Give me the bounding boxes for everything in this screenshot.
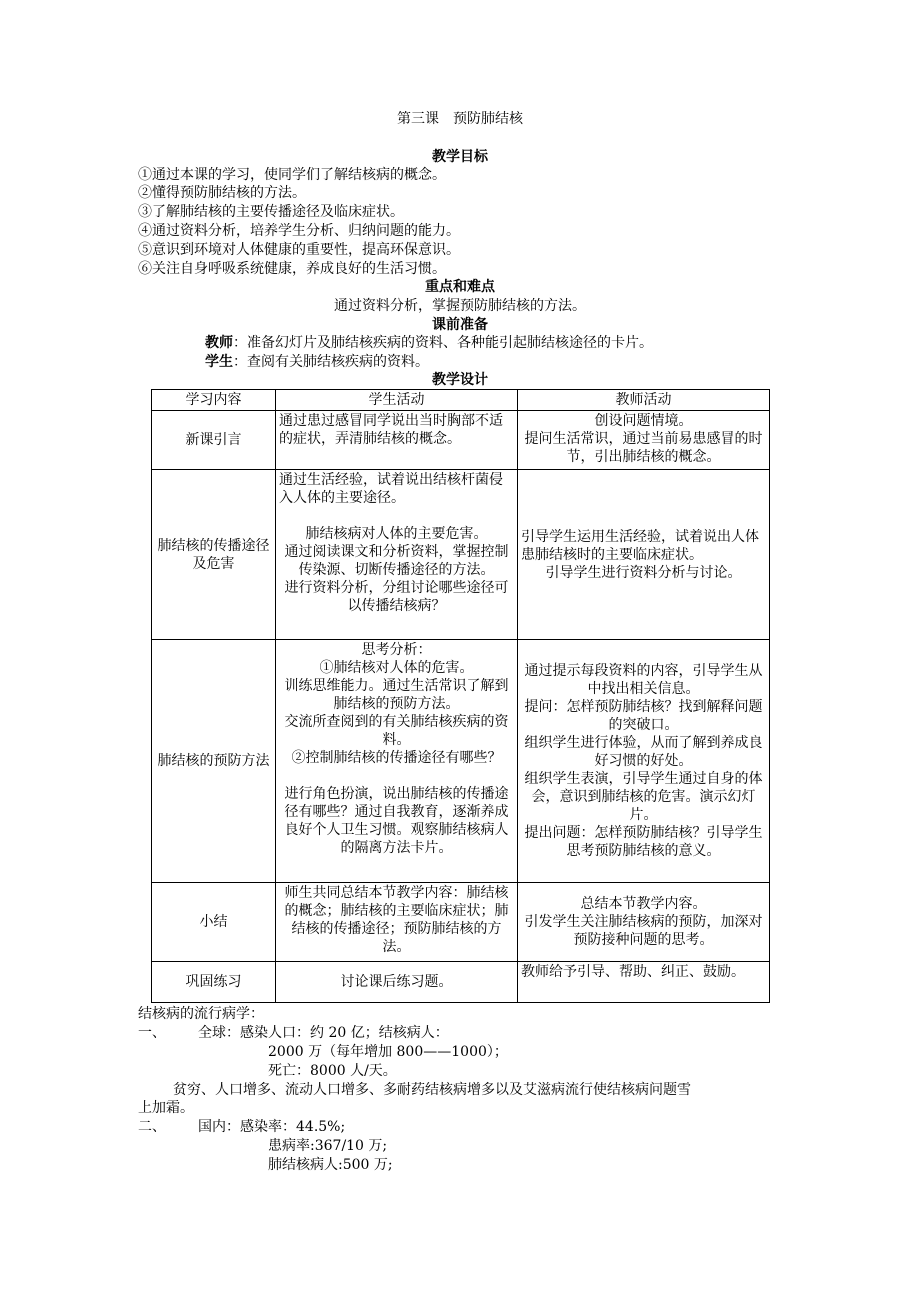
objective-item: ①通过本课的学习，使同学们了解结核病的概念。 [138, 167, 446, 183]
objective-item: ④通过资料分析，培养学生分析、归纳问题的能力。 [138, 223, 460, 239]
key-points-text: 通过资料分析，掌握预防肺结核的方法。 [334, 298, 586, 314]
row-student-activity: 通过生活经验，试着说出结核杆菌侵入人体的主要途径。 肺结核病对人体的主要危害。 通过阅读课文和分析资料，掌握控制传染源、切断传播途径的方法。 进行资料分析，分组讨论哪些途径可以传播结核病？ [276, 470, 518, 640]
global-line-2: 2000 万（每年增加 800——1000）； [268, 1044, 508, 1060]
row-content: 肺结核的传播途径及危害 [152, 470, 276, 640]
table-row [152, 883, 770, 962]
row-teacher-activity: 创设问题情境。 提问生活常识，通过当前易患感冒的时节，引出肺结核的概念。 [518, 411, 770, 470]
row-student-activity: 思考分析： ①肺结核对人体的危害。 训练思维能力。通过生活常识了解到肺结核的预防方法。 交流所查阅到的有关肺结核疾病的资料。 ②控制肺结核的传播途径有哪些？ 进行角色扮演，说出肺结核的传播途径有哪些？通过自我教育，逐渐养成良好个人卫生习惯。观察肺结核病人的隔离方法卡片。 [276, 640, 518, 883]
header-teacher: 教师活动 [518, 390, 770, 411]
row-student-activity: 通过患过感冒同学说出当时胸部不适的症状，弄清肺结核的概念。 [276, 411, 518, 470]
row-student-activity: 讨论课后练习题。 [276, 962, 518, 1003]
teacher-preparation [205, 334, 653, 352]
student-preparation [205, 353, 429, 371]
table-row [152, 470, 770, 640]
student-preparation-text: ：查阅有关肺结核疾病的资料。 [233, 354, 429, 370]
global-line-1: 全球：感染人口：约 20 亿；结核病人： [198, 1025, 449, 1041]
design-heading: 教学设计 [432, 372, 488, 388]
paragraph-line-1: 贫穷、人口增多、流动人口增多、多耐药结核病增多以及艾滋病流行使结核病问题雪 [173, 1082, 691, 1098]
table-row [152, 640, 770, 883]
objectives-heading: 教学目标 [432, 149, 488, 165]
row-content: 小结 [152, 883, 276, 962]
header-student: 学生活动 [276, 390, 518, 411]
paragraph-line-2: 上加霜。 [138, 1100, 194, 1116]
row-teacher-activity: 通过提示每段资料的内容，引导学生从中找出相关信息。 提问：怎样预防肺结核？找到解释问题的突破口。 组织学生进行体验，从而了解到养成良好习惯的好处。 组织学生表演，引导学生通过自身的体会，意识到肺结核的危害。演示幻灯片。 提出问题：怎样预防肺结核？引导学生思考预防肺结核的意义。 [518, 640, 770, 883]
global-number: 一、 [138, 1025, 166, 1041]
row-content: 肺结核的预防方法 [152, 640, 276, 883]
domestic-line-1: 国内：感染率：44.5%; [198, 1119, 346, 1135]
table-header-row [152, 390, 770, 411]
row-teacher-activity: 总结本节教学内容。 引发学生关注肺结核病的预防，加深对预防接种问题的思考。 [518, 883, 770, 962]
row-content: 新课引言 [152, 411, 276, 470]
objective-item: ⑥关注自身呼吸系统健康，养成良好的生活习惯。 [138, 261, 446, 277]
teacher-label: 教师 [205, 335, 233, 351]
objective-item: ⑤意识到环境对人体健康的重要性，提高环保意识。 [138, 242, 460, 258]
row-content: 巩固练习 [152, 962, 276, 1003]
teaching-design-table [151, 389, 770, 1003]
domestic-line-2: 患病率:367/10 万; [268, 1138, 388, 1154]
teacher-preparation-text: ：准备幻灯片及肺结核疾病的资料、各种能引起肺结核途径的卡片。 [233, 335, 653, 351]
row-teacher-activity: 引导学生运用生活经验，试着说出人体患肺结核时的主要临床症状。 引导学生进行资料分析与讨论。 [518, 470, 770, 640]
objective-item: ③了解肺结核的主要传播途径及临床症状。 [138, 204, 404, 220]
objective-item: ②懂得预防肺结核的方法。 [138, 185, 306, 201]
table-row [152, 962, 770, 1003]
row-student-activity: 师生共同总结本节教学内容：肺结核的概念；肺结核的主要临床症状；肺结核的传播途径；预防肺结核的方法。 [276, 883, 518, 962]
preparation-heading: 课前准备 [432, 317, 488, 333]
header-content: 学习内容 [152, 390, 276, 411]
epidemiology-heading: 结核病的流行病学： [138, 1006, 264, 1022]
key-points-heading: 重点和难点 [425, 279, 495, 295]
domestic-line-3: 肺结核病人:500 万; [268, 1157, 393, 1173]
row-teacher-activity: 教师给予引导、帮助、纠正、鼓励。 [518, 962, 770, 1003]
domestic-number: 二、 [138, 1119, 166, 1135]
student-label: 学生 [205, 354, 233, 370]
table-row [152, 411, 770, 470]
lesson-title: 第三课 预防肺结核 [397, 111, 523, 127]
global-line-3: 死亡：8000 人/天。 [268, 1063, 397, 1079]
